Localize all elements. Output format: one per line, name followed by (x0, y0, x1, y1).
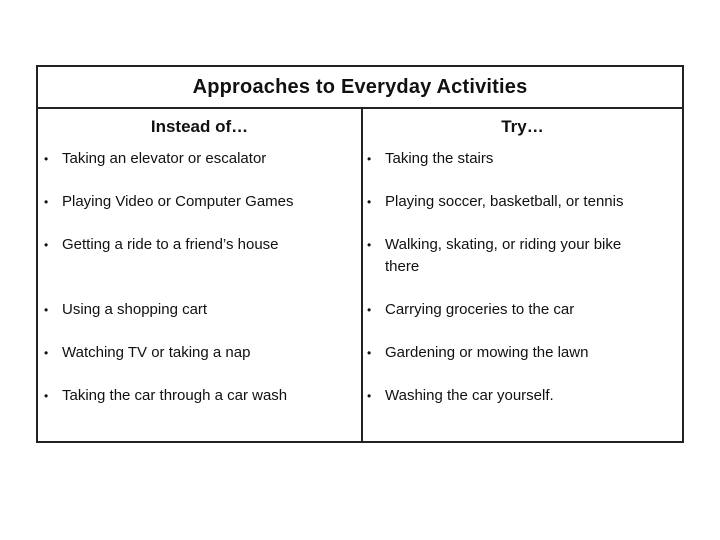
bullet-icon: • (367, 303, 372, 317)
bullet-icon: • (44, 389, 49, 403)
bullet-icon: • (367, 389, 372, 403)
instead-text: Using a shopping cart (62, 301, 208, 318)
header-try: Try… (501, 117, 544, 136)
table-title: Approaches to Everyday Activities (192, 75, 528, 98)
bullet-icon: • (44, 346, 49, 360)
bullet-icon: • (367, 152, 372, 166)
try-text: Gardening or mowing the lawn (385, 344, 589, 361)
bullet-icon: • (367, 346, 372, 360)
try-item-5 (361, 342, 681, 364)
try-item-6 (361, 385, 681, 407)
instead-item-3 (38, 234, 356, 256)
bullet-icon: • (44, 303, 49, 317)
instead-text: Taking an elevator or escalator (62, 150, 267, 167)
instead-item-6 (38, 385, 356, 407)
bullet-icon: • (44, 238, 49, 252)
instead-item-1 (38, 148, 356, 170)
try-item-1 (361, 148, 681, 170)
instead-text: Playing Video or Computer Games (62, 193, 294, 210)
try-item-4 (361, 299, 681, 321)
try-item-3 (361, 234, 651, 278)
instead-item-4 (38, 299, 356, 321)
instead-text: Getting a ride to a friend’s house (62, 236, 279, 253)
try-item-2 (361, 191, 681, 213)
bullet-icon: • (44, 195, 49, 209)
instead-item-5 (38, 342, 356, 364)
instead-text: Taking the car through a car wash (62, 387, 288, 404)
activities-table (36, 65, 684, 443)
bullet-icon: • (367, 238, 372, 252)
try-text: Carrying groceries to the car (385, 301, 575, 318)
try-text: Playing soccer, basketball, or tennis (385, 193, 624, 210)
table-title-row (38, 67, 682, 109)
try-text: Taking the stairs (385, 150, 494, 167)
bullet-icon: • (44, 152, 49, 166)
try-text: Walking, skating, or riding your bike there (385, 236, 622, 275)
instead-text: Watching TV or taking a nap (62, 344, 251, 361)
header-instead-of: Instead of… (150, 117, 249, 136)
instead-item-2 (38, 191, 356, 213)
bullet-icon: • (367, 195, 372, 209)
try-text: Washing the car yourself. (385, 387, 554, 404)
